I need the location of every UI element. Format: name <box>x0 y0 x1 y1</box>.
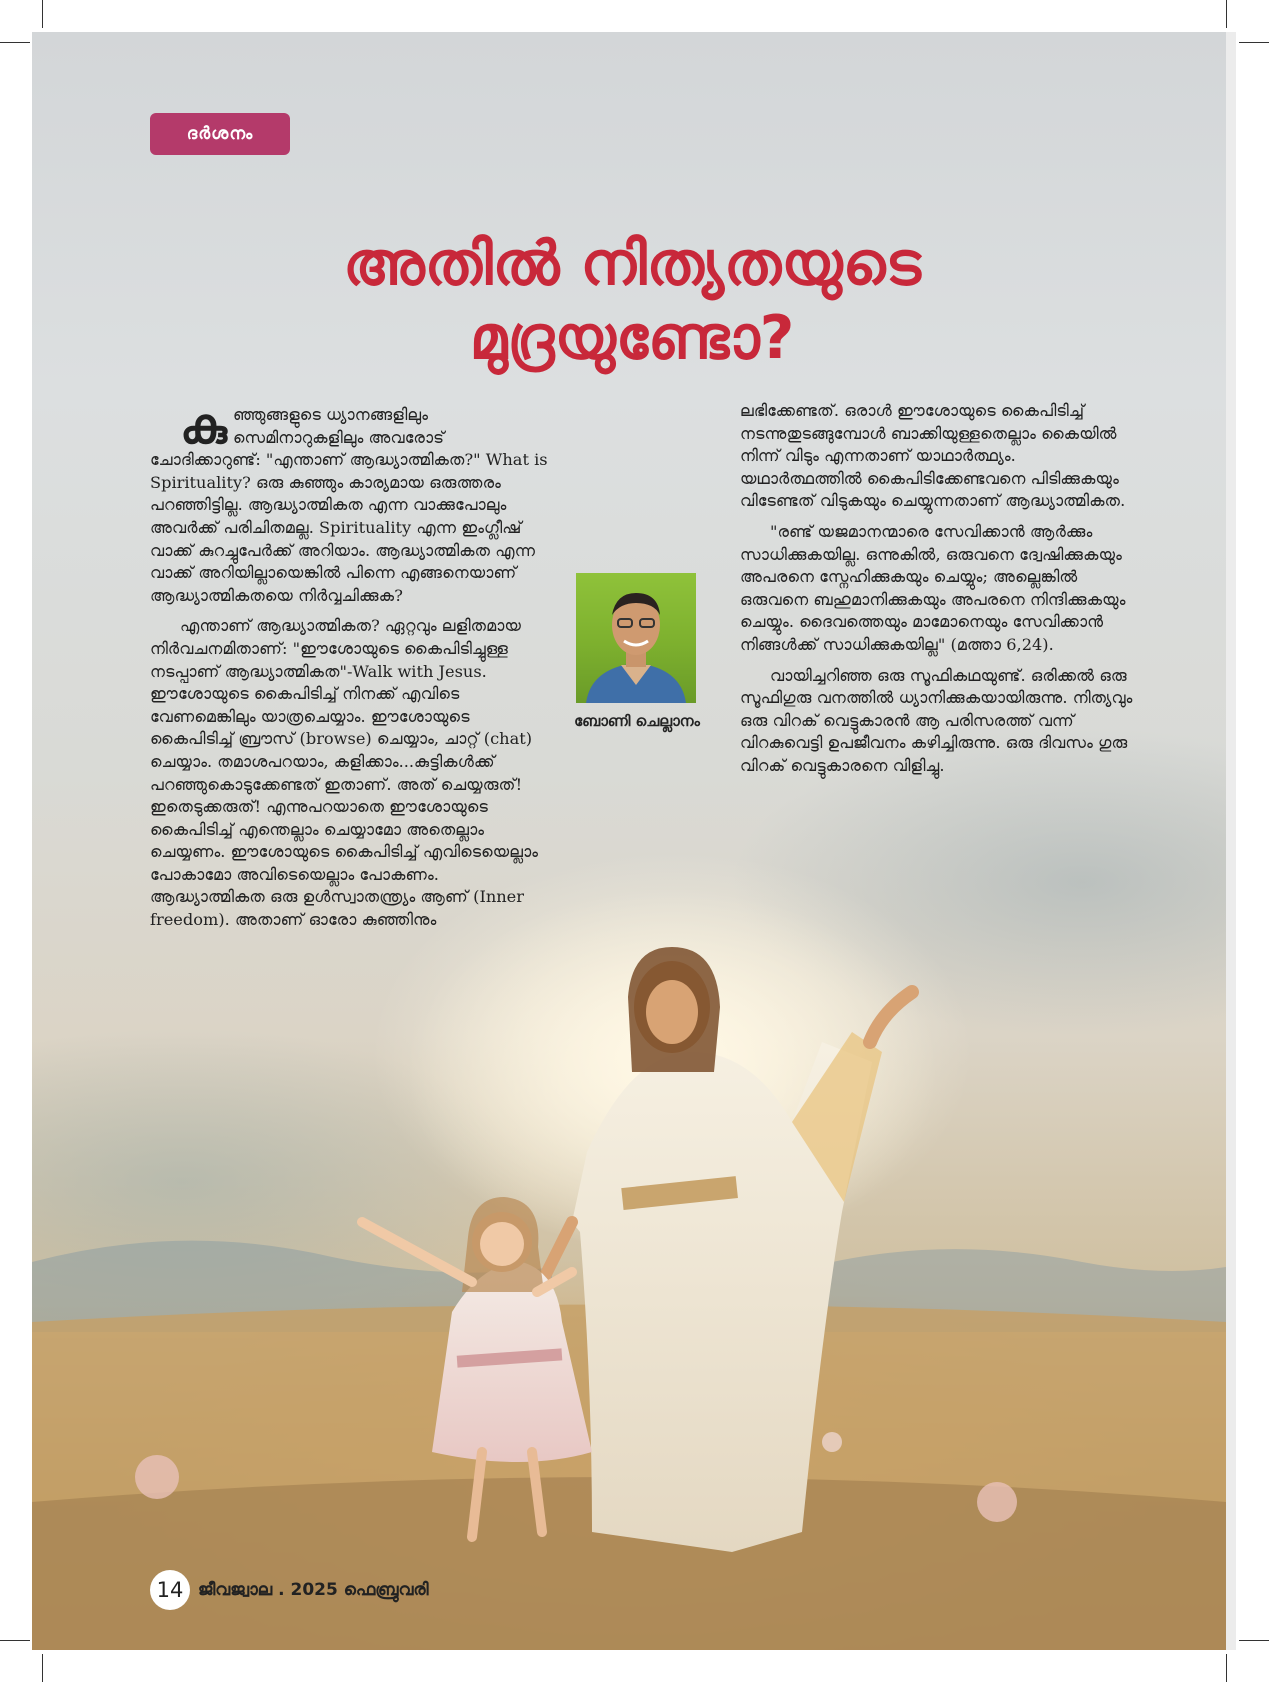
author-photo <box>576 573 696 703</box>
magazine-issue: ജീവജ്വാല . 2025 ഫെബ്രുവരി <box>198 1580 429 1600</box>
drop-cap: കു <box>180 397 227 455</box>
flower <box>822 1432 842 1452</box>
page-footer <box>150 1570 429 1610</box>
paragraph: വായിച്ചറിഞ്ഞ ഒരു സൂഫികഥയുണ്ട്. ഒരിക്കൽ ഒരു സൂഫിഗുരു വനത്തിൽ ധ്യാനിക്കുകയായിരുന്നു. നിത്യവും ഒരു വിറക് വെട്ടുകാരൻ ആ പരിസരത്ത് വന്ന് വിറകുവെട്ടി ഉപജീവനം കഴിച്ചിരുന്നു. ഒരു ദിവസം ഗുരു വിറക് വെട്ടുകാരനെ വിളിച്ചു. <box>740 665 1133 775</box>
title-line-1: അതിൽ നിത്യതയുടെ <box>343 229 921 299</box>
author-name: ബോണി ചെല്ലാനം <box>574 712 700 730</box>
article-title <box>172 227 1092 375</box>
crop-mark <box>1239 42 1269 43</box>
paragraph: "രണ്ട് യജമാനന്മാരെ സേവിക്കാൻ ആർക്കും സാധിക്കുകയില്ല. ഒന്നുകിൽ, ഒരുവനെ ദ്വേഷിക്കുകയും അപരനെ സ്നേഹിക്കുകയും ചെയ്യും; അല്ലെങ്കിൽ ഒരുവനെ ബഹുമാനിക്കുകയും അപരനെ നിന്ദിക്കുകയും ചെയ്യും. ദൈവത്തെയും മാമോനെയും സേവിക്കാൻ നിങ്ങൾക്ക് സാധിക്കുകയില്ല" (മത്താ 6,24). <box>740 521 1126 654</box>
flower <box>977 1482 1017 1522</box>
crop-mark <box>1226 0 1227 28</box>
title-line-2: മുദ്രയുണ്ടോ? <box>469 303 795 373</box>
paragraph: ലഭിക്കേണ്ടത്. ഒരാൾ ഈശോയുടെ കൈപിടിച്ച് നടന്നുതുടങ്ങുമ്പോൾ ബാക്കിയുള്ളതെല്ലാം കൈയിൽ നിന്ന് വിടും എന്നതാണ് യാഥാർത്ഥ്യം. യഥാർത്ഥത്തിൽ കൈപിടിക്കേണ്ടവനെ പിടിക്കുകയും വിടേണ്ടത് വിടുകയും ചെയ്യുന്നതാണ് ആദ്ധ്യാത്മികത. <box>740 401 1126 511</box>
crop-mark <box>1239 1640 1269 1641</box>
article-column-1 <box>150 397 550 940</box>
section-tag: ദർശനം <box>150 113 290 155</box>
paragraph-text: ഞ്ഞുങ്ങളുടെ ധ്യാനങ്ങളിലും സെമിനാറുകളിലും അവരോട് ചോദിക്കാറുണ്ട്: "എന്താണ് ആദ്ധ്യാത്മികത?" What is Spirituality? ഒരു കുഞ്ഞും കാര്യമായ ഒരുത്തരം പറഞ്ഞിട്ടില്ല. ആദ്ധ്യാത്മികത എന്ന വാക്കുപോലും അവർക്ക് പരിചിതമല്ല. Spirituality എന്ന ഇംഗ്ലീഷ് വാക്ക് കുറച്ചുപേർക്ക് അറിയാം. ആദ്ധ്യാത്മികത എന്ന വാക്ക് അറിയില്ലായെങ്കിൽ പിന്നെ എങ്ങനെയാണ് ആദ്ധ്യാത്മികതയെ നിർവ്വചിക്കുക? <box>150 405 548 605</box>
crop-mark <box>1226 1654 1227 1682</box>
page-edge-shadow <box>1226 32 1236 1650</box>
crop-mark <box>42 1654 43 1682</box>
flower <box>135 1455 179 1499</box>
crop-mark <box>0 42 30 43</box>
paragraph <box>150 397 550 607</box>
page-number: 14 <box>150 1570 190 1610</box>
paragraph: എന്താണ് ആദ്ധ്യാത്മികത? ഏറ്റവും ലളിതമായ നിർവചനമിതാണ്: "ഈശോയുടെ കൈപിടിച്ചുള്ള നടപ്പാണ് ആദ്ധ്യാത്മികത"-Walk with Jesus. ഈശോയുടെ കൈപിടിച്ച് നിനക്ക് എവിടെ വേണമെങ്കിലും യാത്രചെയ്യാം. ഈശോയുടെ കൈപിടിച്ച് ബ്രൗസ് (browse) ചെയ്യാം, ചാറ്റ് (chat) ചെയ്യാം. തമാശപറയാം, കളിക്കാം...കുട്ടികൾക്ക് പറഞ്ഞുകൊടുക്കേണ്ടത് ഇതാണ്. അത് ചെയ്യരുത്! ഇതെടുക്കരുത്! എന്നുപറയാതെ ഈശോയുടെ കൈപിടിച്ച് എന്തെല്ലാം ചെയ്യാമോ അതെല്ലാം ചെയ്യണം. ഈശോയുടെ കൈപിടിച്ച് എവിടെയെല്ലാം പോകാമോ അവിടെയെല്ലാം പോകണം. ആദ്ധ്യാത്മികത ഒരു ഉൾസ്വാതന്ത്ര്യം ആണ് (Inner freedom). അതാണ് ഓരോ കുഞ്ഞിനും <box>150 616 539 930</box>
article-column-2 <box>740 400 1140 786</box>
crop-mark <box>42 0 43 28</box>
crop-mark <box>0 1640 30 1641</box>
magazine-page <box>32 32 1226 1650</box>
